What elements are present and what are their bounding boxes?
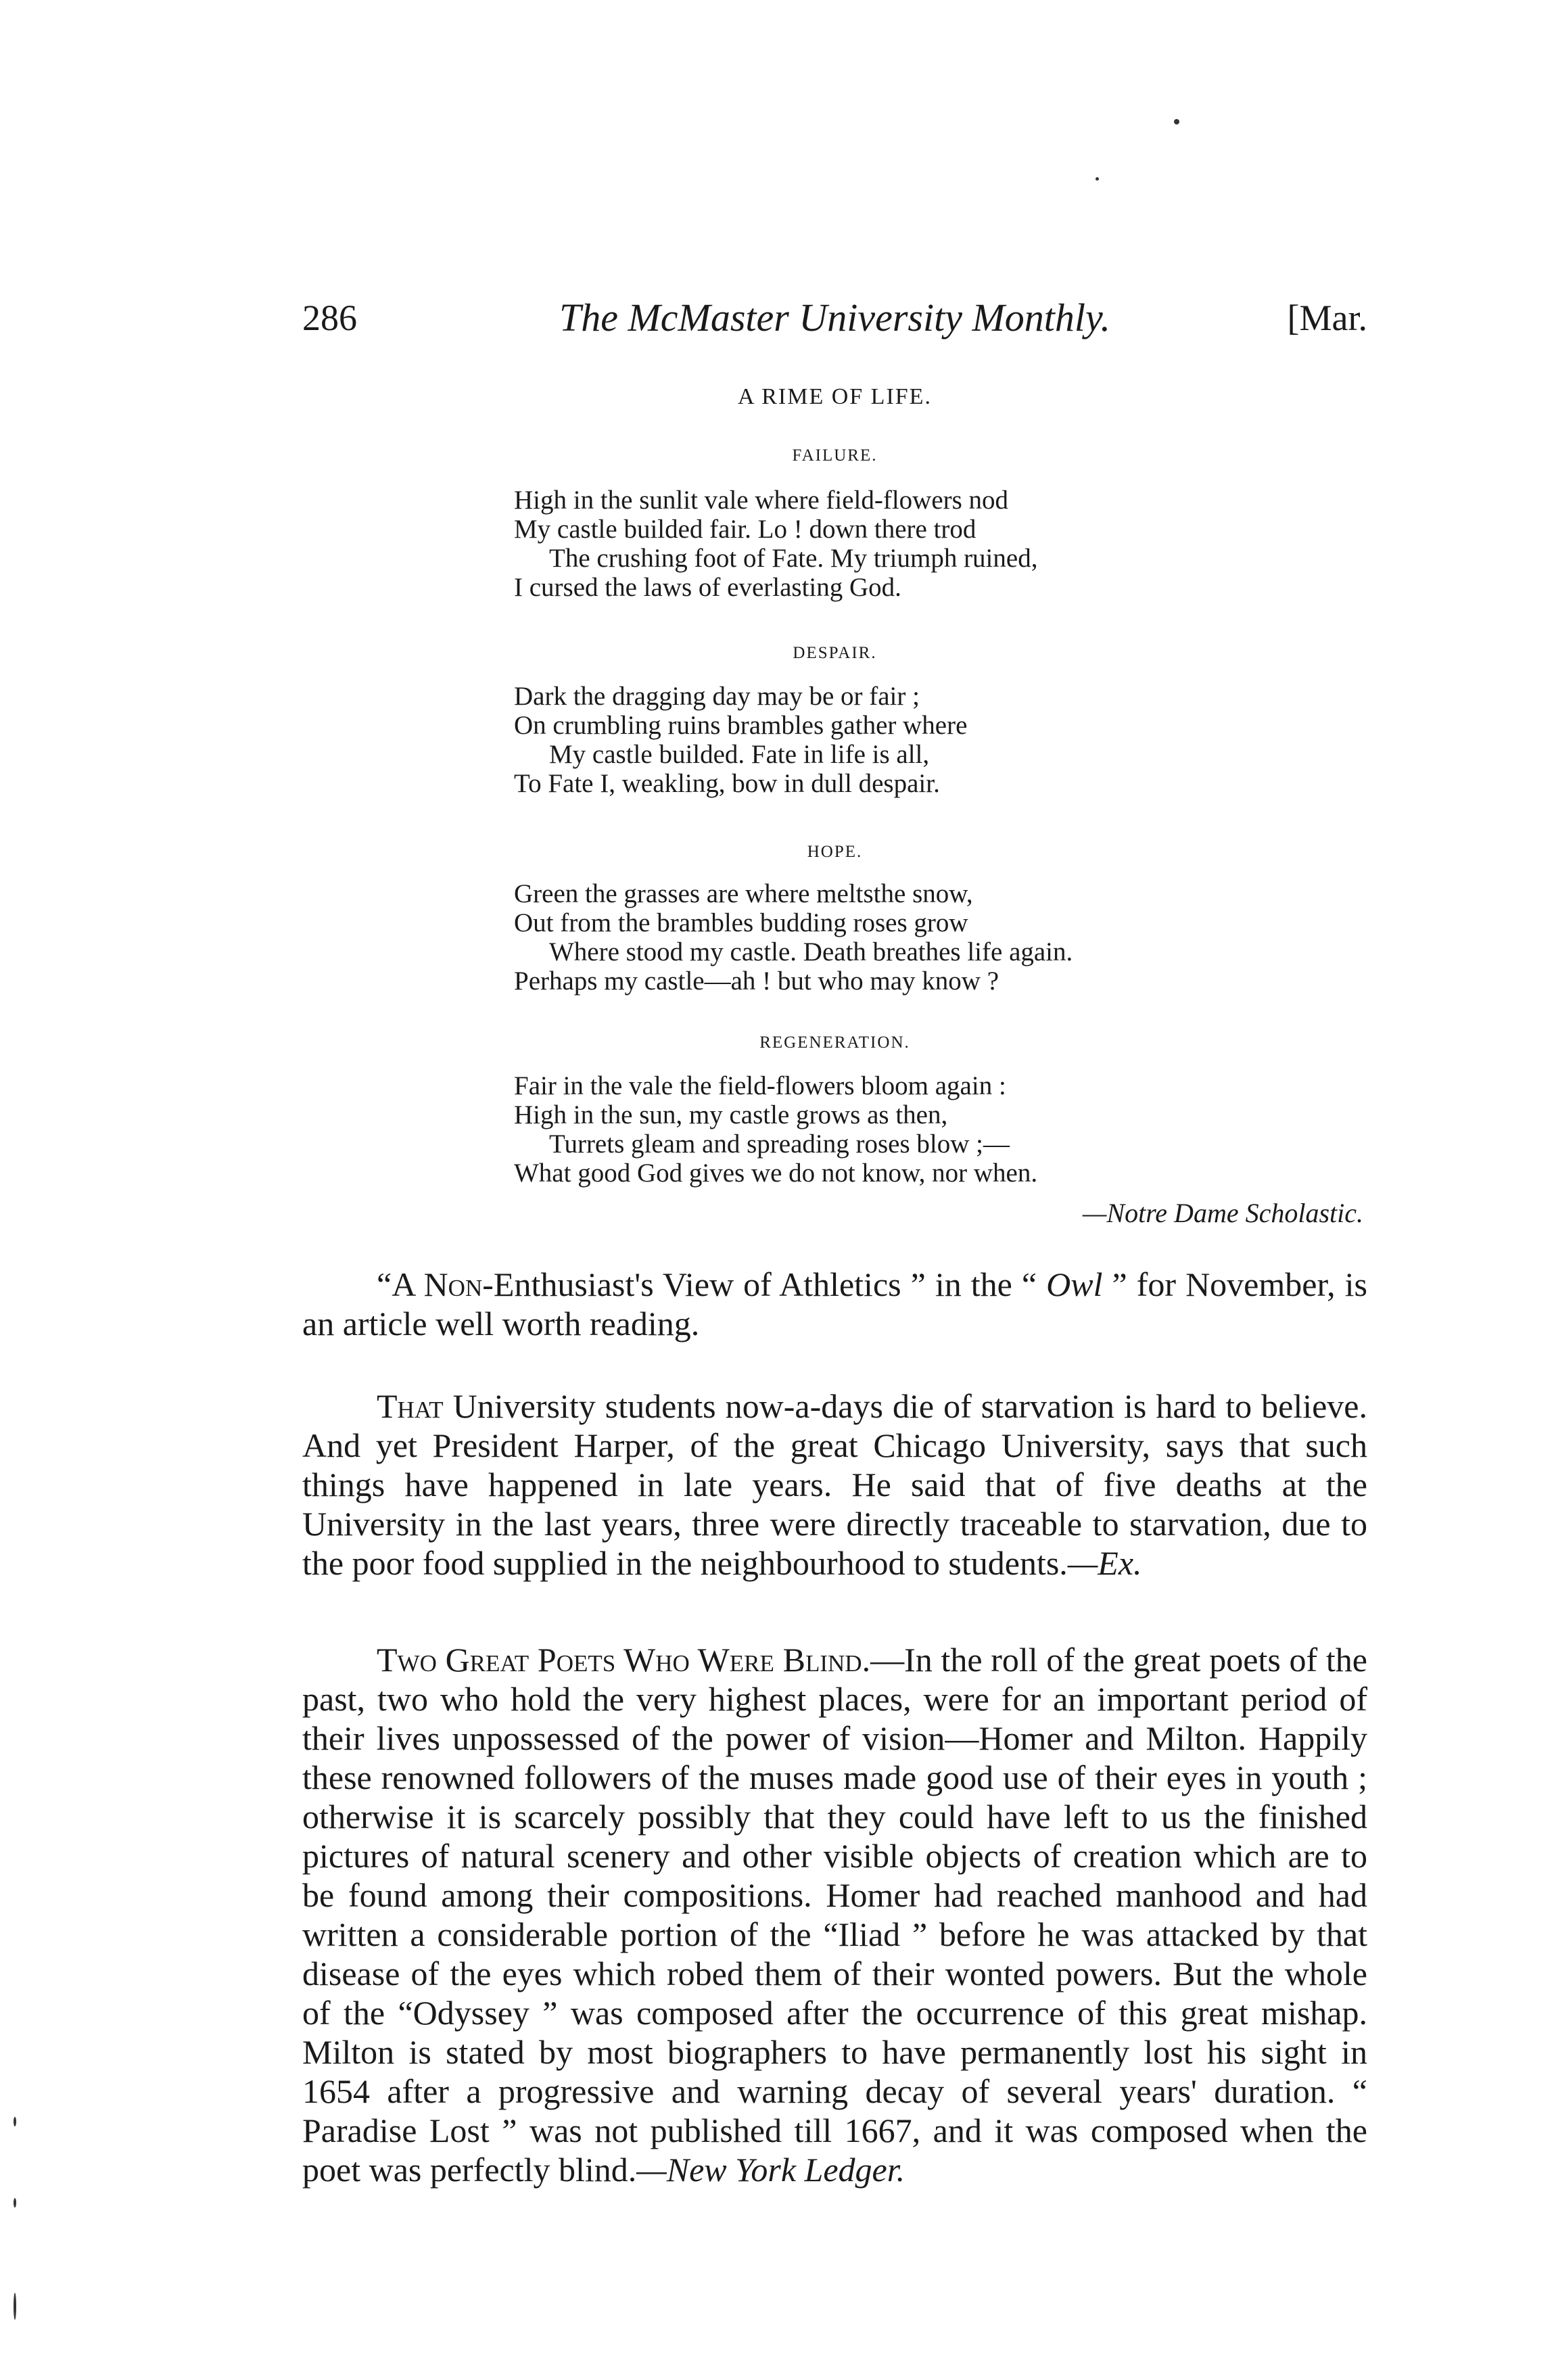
poem-line: Fair in the vale the field-flowers bloom again : [514, 1071, 1006, 1100]
stanza [514, 1071, 1393, 1188]
poem-line: What good God gives we do not know, nor when. [514, 1159, 1038, 1188]
poem-line: High in the sun, my castle grows as then, [514, 1100, 948, 1129]
paragraph-text: —In the roll of the great poets of the past, two who hold the very highest places, were for an important period of their lives unpossessed of the power of vision—Homer and Milton. Happily these renowned followers of the muses made good use of their eyes in youth ; otherwise it is scarcely possibly that they could have left to us the finished pictures of natural scenery and other visible objects of creation which are to be found among their compositions. Homer had reached manhood and had written a considerable portion of the “Iliad ” before he was attacked by that disease of the eyes which robed them of their wonted powers. But the whole of the “Odyssey ” was composed after the occurrence of this great mishap. Milton is stated by most biographers to have permanently lost his sight in 1654 after a progressive and warning decay of several years' duration. “ Paradise Lost ” was not published till 1667, and it was composed when the poet was perfectly blind. [302, 1641, 1367, 2189]
scan-speck [14, 2117, 16, 2126]
stanza [514, 879, 1393, 996]
stanza-heading: FAILURE. [792, 446, 878, 465]
poem-line: My castle builded. Fate in life is all, [549, 740, 930, 769]
smallcaps-lead: Non [423, 1265, 483, 1303]
poem-line: High in the sunlit vale where field-flowers nod [514, 486, 1009, 515]
poem-line: Perhaps my castle—ah ! but who may know ? [514, 966, 999, 996]
poem-line: Turrets gleam and spreading roses blow ;— [549, 1129, 1010, 1159]
poem-attribution: —Notre Dame Scholastic. [1082, 1198, 1363, 1228]
running-header [302, 291, 1367, 345]
poem-line: Green the grasses are where meltsthe snow, [514, 879, 973, 908]
stanza-heading: REGENERATION. [759, 1033, 910, 1052]
poem-line: Where stood my castle. Death breathes life again. [549, 937, 1073, 966]
poem-line: My castle builded fair. Lo ! down there trod [514, 515, 976, 544]
smallcaps-lead: That [377, 1387, 444, 1425]
poem-line: Dark the dragging day may be or fair ; [514, 682, 920, 711]
smallcaps-lead: Two Great Poets Who Were Blind. [377, 1641, 871, 1679]
issue-month: [Mar. [1287, 298, 1367, 338]
poem-line: The crushing foot of Fate. My triumph ruined, [549, 544, 1038, 573]
poem-line: To Fate I, weakling, bow in dull despair. [514, 769, 940, 798]
owl-paragraph [302, 1265, 1367, 1343]
poem-line: Out from the brambles budding roses grow [514, 908, 968, 937]
source-citation: —Ex. [1067, 1544, 1142, 1582]
starvation-paragraph [302, 1386, 1367, 1583]
scan-speck [14, 2198, 16, 2208]
stanza-heading: HOPE. [807, 843, 863, 861]
source-citation: —New York Ledger. [636, 2151, 905, 2189]
paragraph-text: ” for November, is an article well worth reading. [302, 1265, 1367, 1343]
scan-speck [1096, 177, 1099, 181]
page-number: 286 [302, 298, 357, 338]
paragraph-text: University students now-a-days die of starvation is hard to believe. And yet President Harper, of the great Chicago University, says that such things have happened in late years. He said that of five deaths at the University in the last years, three were directly traceable to starvation, due to the poor food supplied in the neighbourhood to students. [302, 1387, 1367, 1582]
paragraph-text: -Enthusiast's View of Athletics ” in the “ [482, 1265, 1047, 1303]
poem-line: On crumbling ruins brambles gather where [514, 711, 968, 740]
publication-name: Owl [1046, 1265, 1103, 1303]
scan-speck [1174, 119, 1179, 124]
journal-title: The McMaster University Monthly. [559, 296, 1111, 340]
stanza-heading: DESPAIR. [793, 644, 877, 662]
open-quote: “A [377, 1265, 424, 1303]
scan-speck [14, 2293, 16, 2320]
stanza [514, 682, 1393, 798]
poem-title: A RIME OF LIFE. [738, 384, 932, 409]
poem-line: I cursed the laws of everlasting God. [514, 573, 901, 602]
stanza [514, 486, 1393, 602]
poets-paragraph [302, 1640, 1367, 2189]
